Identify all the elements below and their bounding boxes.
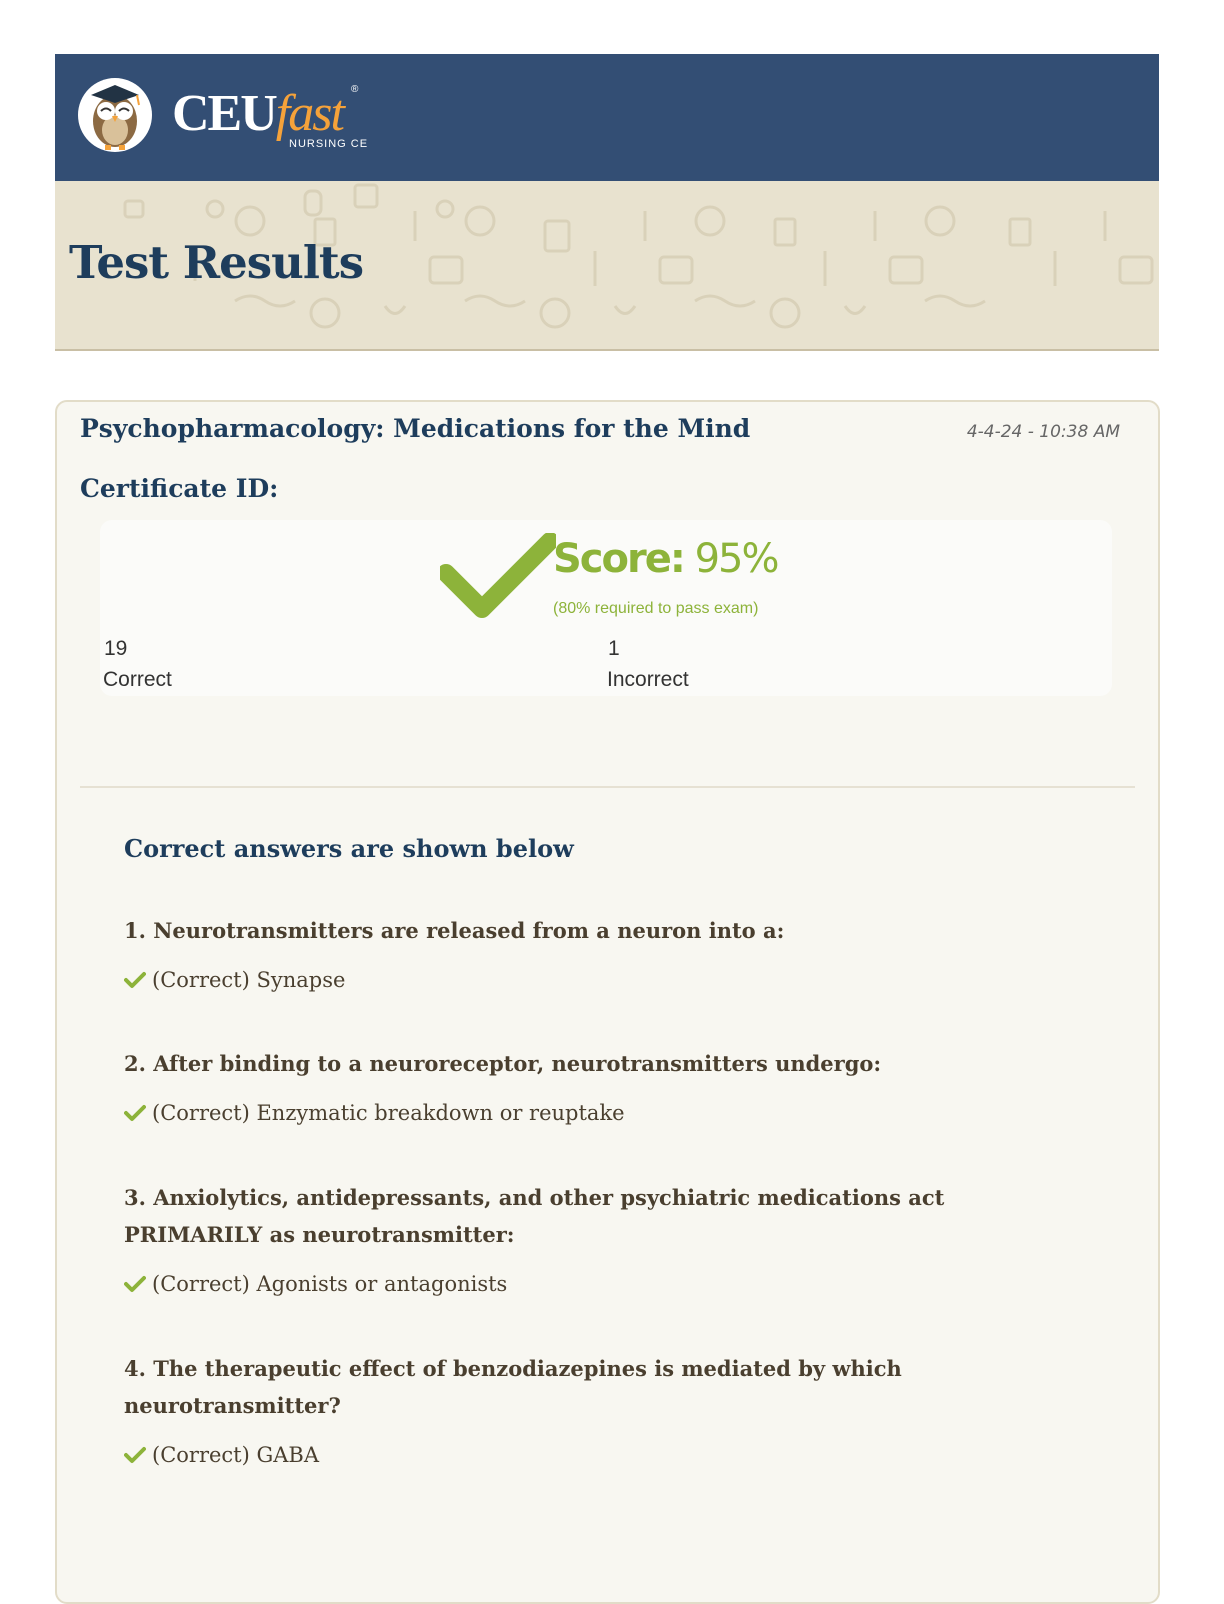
correct-count: 19: [104, 637, 128, 660]
brand-logo: [172, 84, 359, 144]
question-text: 1. Neurotransmitters are released from a neuron into a:: [124, 918, 785, 943]
result-timestamp: 4-4-24 - 10:38 AM: [966, 422, 1120, 442]
answer-item: [124, 1443, 319, 1467]
owl-logo-icon: [77, 75, 153, 155]
incorrect-label: Incorrect: [607, 668, 689, 691]
checkmark-icon: [124, 1446, 146, 1464]
page-title: Test Results: [69, 236, 364, 289]
checkmark-icon: [124, 1275, 146, 1293]
brand-tagline: NURSING CE: [289, 138, 369, 150]
answer-item: [124, 968, 345, 992]
checkmark-icon: [124, 1104, 146, 1122]
answers-heading: Correct answers are shown below: [124, 834, 574, 863]
correct-label: Correct: [103, 668, 172, 691]
large-checkmark-icon: [440, 533, 556, 623]
pass-requirement: (80% required to pass exam): [553, 600, 759, 617]
score-display: [553, 536, 777, 582]
registered-mark: ®: [351, 84, 359, 95]
score-value: 95%: [694, 536, 778, 582]
question-text: 4. The therapeutic effect of benzodiazepines is mediated by which neurotransmitter?: [124, 1356, 902, 1418]
question-text: 2. After binding to a neuroreceptor, neurotransmitters undergo:: [124, 1051, 882, 1076]
course-title: Psychopharmacology: Medications for the Mind: [80, 414, 751, 443]
certificate-id-label: Certificate ID:: [80, 474, 279, 503]
brand-name-primary: CEU: [172, 85, 276, 142]
question-text: 3. Anxiolytics, antidepressants, and other psychiatric medications act PRIMARILY as neurotransmitter:: [124, 1185, 945, 1247]
checkmark-icon: [124, 971, 146, 989]
brand-name-secondary: fast: [275, 85, 343, 142]
answer-text: (Correct) Agonists or antagonists: [152, 1272, 508, 1296]
incorrect-count: 1: [608, 637, 620, 660]
answer-item: [124, 1272, 507, 1296]
answer-text: (Correct) GABA: [152, 1443, 320, 1467]
answer-text: (Correct) Synapse: [152, 968, 346, 992]
score-label: Score:: [553, 536, 684, 582]
answer-item: [124, 1101, 625, 1125]
section-divider: [80, 786, 1135, 788]
answer-text: (Correct) Enzymatic breakdown or reuptake: [152, 1101, 625, 1125]
